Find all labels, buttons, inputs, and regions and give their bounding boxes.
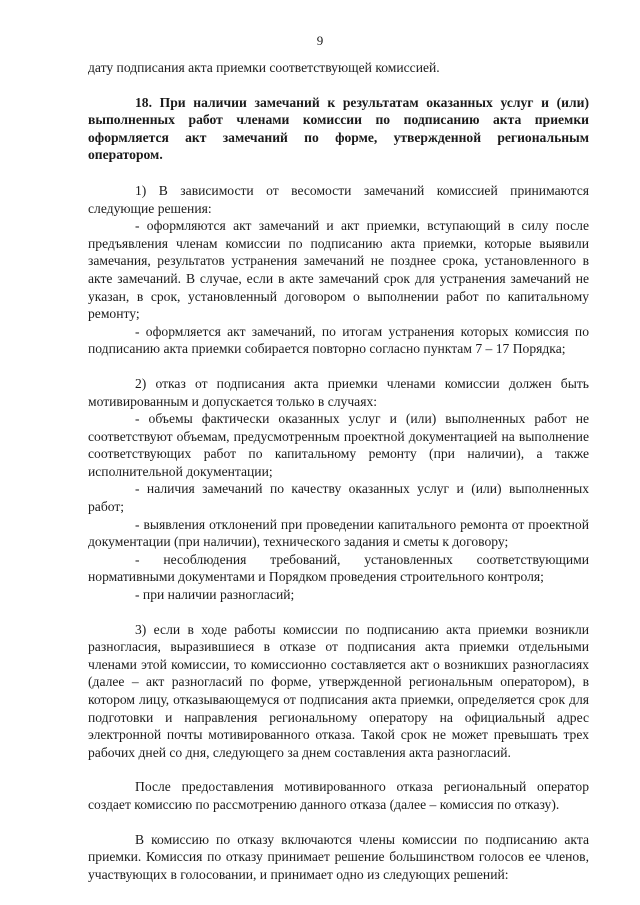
paragraph-item-18: 18. При наличии замечаний к результатам оказанных услуг и (или) выполненных работ членами комиссии по подписанию акта приемки оформляется акт замечаний по форме, утвержденной региональным оператором.: [88, 94, 589, 163]
paragraph-subitem-3: 3) если в ходе работы комиссии по подписанию акта приемки возникли разногласия, выразившиеся в отказе от подписания акта приемки отдельными членами этой комиссии, то комиссионно составляется акт о возникших разногласиях (далее – акт разногласий по форме, утвержденной региональным оператором), в котором лицу, отказывающемуся от подписания акта приемки, определяется срок для подготовки и направления региональному оператору на официальный адрес электронной почты мотивированного отказа. Такой срок не может превышать трех рабочих дней со дня, следующего за днем составления акта разногласий.: [88, 621, 589, 760]
paragraph-subitem-1: 1) В зависимости от весомости замечаний комиссией принимаются следующие решения:: [88, 182, 589, 216]
paragraph-subitem-2: 2) отказ от подписания акта приемки членами комиссии должен быть мотивированным и допускается только в случаях:: [88, 375, 589, 409]
paragraph-refusal-members: В комиссию по отказу включаются члены комиссии по подписанию акта приемки. Комиссия по отказу принимает решение большинством голосов ее членов, участвующих в голосовании, и принимает одно из следующих решений:: [88, 831, 589, 882]
page-number: 9: [316, 33, 324, 48]
paragraph-refusal-commission: После предоставления мотивированного отказа региональный оператор создает комиссию по рассмотрению данного отказа (далее – комиссия по отказу).: [88, 779, 589, 812]
paragraph-dash-2: - оформляется акт замечаний, по итогам устранения которых комиссия по подписанию акта приемки собирается повторно согласно пунктам 7 – 17 Порядка;: [88, 323, 589, 357]
document-body: [88, 59, 589, 883]
paragraph-dash-3: - объемы фактически оказанных услуг и (или) выполненных работ не соответствуют объемам, предусмотренным проектной документацией на выполнение соответствующих работ по капитальному ремонту (при наличии), а также исполнительной документации;: [88, 411, 589, 479]
paragraph-dash-7: - при наличии разногласий;: [135, 587, 295, 603]
paragraph-dash-5: - выявления отклонений при проведении капитального ремонта от проектной документации (при наличии), технического задания и сметы к договору;: [88, 516, 589, 550]
paragraph-continuation: дату подписания акта приемки соответствующей комиссией.: [88, 60, 440, 75]
paragraph-dash-4: - наличия замечаний по качеству оказанных услуг и (или) выполненных работ;: [88, 481, 589, 515]
paragraph-dash-1: - оформляются акт замечаний и акт приемки, вступающий в силу после предъявления членам комиссии по подписанию акта приемки, которые выявили замечания, результатов устранения замечаний не позднее срока, установленного в акте замечаний. В случае, если в акте замечаний срок для устранения замечаний не указан, в срок, установленный договором о выполнении работ по капитальному ремонту;: [88, 218, 589, 322]
paragraph-dash-6: - несоблюдения требований, установленных соответствующими нормативными документами и Порядком проведения строительного контроля;: [88, 551, 589, 585]
